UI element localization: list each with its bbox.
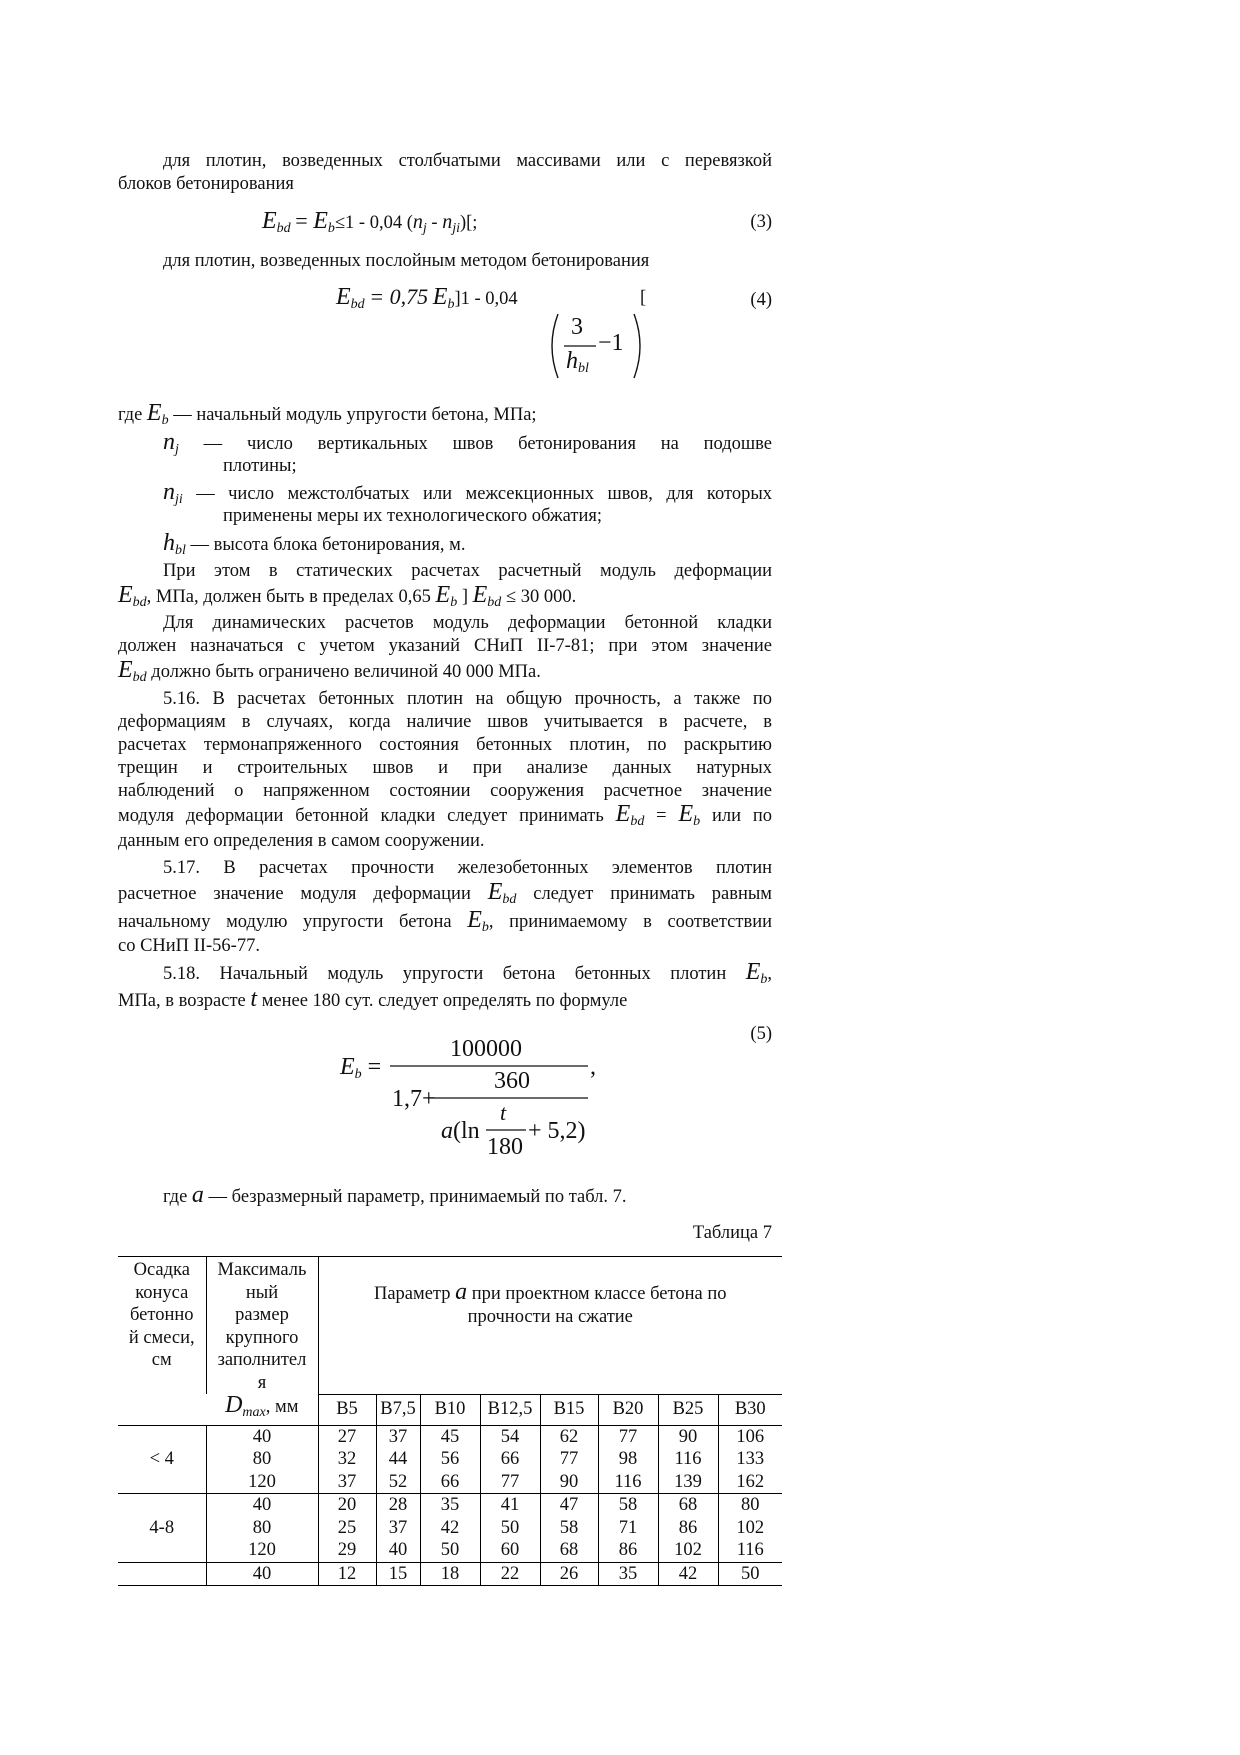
text-run: или по xyxy=(700,806,773,826)
eq-symbol: t xyxy=(250,986,258,1012)
class-cell: В20 xyxy=(598,1394,658,1425)
slump-cell: 4-8 xyxy=(149,1517,175,1538)
value-cell: 15 xyxy=(376,1562,420,1586)
paragraph-line: наблюдений о напряженном состоянии сооружения расчетное значение xyxy=(118,781,772,801)
value-cell: 41 50 60 xyxy=(480,1494,540,1563)
paragraph-line: 5.17. В расчетах прочности железобетонных элементов плотин xyxy=(163,858,772,878)
value-cell: 80 102 116 xyxy=(718,1494,782,1563)
eq-subscript: b xyxy=(447,297,455,312)
def-subscript: b xyxy=(161,413,169,428)
eq-symbol: n xyxy=(442,211,453,233)
value-cell: 22 xyxy=(480,1562,540,1586)
eq-subscript: ji xyxy=(452,221,460,236)
slump-cell xyxy=(118,1562,206,1586)
text-run: ≤ 30 000. xyxy=(501,587,577,607)
paragraph-line: $E_{bd}$, МПа, должен быть в пределах 0,65 $E_b$ ] $E_{bd} \le 30$ 000. xyxy=(118,582,577,610)
eq5-t: t xyxy=(500,1100,507,1125)
table-row xyxy=(118,1494,782,1563)
class-cell: В12,5 xyxy=(480,1394,540,1425)
def-symbol: E xyxy=(146,400,162,426)
value-cell: 35 xyxy=(598,1562,658,1586)
paragraph-line: должен назначаться с учетом указаний СНиП II-7-81; при этом значение xyxy=(118,636,772,656)
value-cell: 35 42 50 xyxy=(420,1494,480,1563)
equation-4 xyxy=(336,284,518,313)
table-header-row xyxy=(118,1257,782,1395)
def-subscript: bl xyxy=(175,543,186,558)
paragraph-line: начальному модулю упругости бетона $E_b$, принимаемому в соответствии xyxy=(118,907,772,935)
text-run: , xyxy=(767,964,772,984)
class-cell: В30 xyxy=(718,1394,782,1425)
eq-symbol: E xyxy=(432,284,448,310)
class-cell: В10 xyxy=(420,1394,480,1425)
eq5-den-left: 1,7+ xyxy=(392,1086,436,1112)
size-cell: 40 80 120 xyxy=(206,1494,318,1563)
text-run: модуля деформации бетонной кладки следует принимать xyxy=(118,806,616,826)
slump-cell: < 4 xyxy=(149,1449,174,1469)
def-symbol: h xyxy=(163,530,175,556)
value-cell: 54 66 77 xyxy=(480,1425,540,1494)
eq-symbol: E xyxy=(262,208,277,234)
paragraph-line: применены меры их технологического обжатия; xyxy=(223,506,603,526)
eq-symbol: h xyxy=(566,348,578,374)
value-cell: 28 37 40 xyxy=(376,1494,420,1563)
paragraph-line: $E_{bd}$ должно быть ограничено величиной 40 000 МПа. xyxy=(118,657,541,685)
value-cell: 42 xyxy=(658,1562,718,1586)
text-run: = xyxy=(644,806,679,826)
text-run: менее 180 сут. следует определять по формуле xyxy=(257,991,628,1011)
definition-eb xyxy=(118,402,772,432)
eq-subscript: bd xyxy=(276,221,291,236)
value-cell: 47 58 68 xyxy=(540,1494,598,1563)
value-cell: 62 77 90 xyxy=(540,1425,598,1494)
eq-subscript: bd xyxy=(350,297,365,312)
text-run: расчетное значение модуля деформации xyxy=(118,884,488,904)
value-cell: 68 86 102 xyxy=(658,1494,718,1563)
eq-symbol: n xyxy=(412,211,423,233)
table-class-row xyxy=(118,1394,782,1425)
paragraph-line: блоков бетонирования xyxy=(118,174,294,194)
def-symbol: n xyxy=(163,429,175,455)
paragraph-line: модуля деформации бетонной кладки следует принимать $E_{bd} = E_b$ или по xyxy=(118,801,773,829)
eq-text: ≤1 - 0,04 ( xyxy=(334,213,413,233)
text-run: следует принимать равным xyxy=(516,884,772,904)
value-cell: 50 xyxy=(718,1562,782,1586)
text-run: ] xyxy=(457,587,473,607)
definition-a xyxy=(118,1184,772,1209)
table-row xyxy=(118,1562,782,1586)
paragraph-line: данным его определения в самом сооружении. xyxy=(118,831,485,851)
eq-subscript: j xyxy=(422,221,427,236)
paragraph-line: трещин и строительных швов и при анализе данных натурных xyxy=(118,758,772,778)
paragraph-line: Для динамических расчетов модуль деформации бетонной кладки xyxy=(163,613,772,633)
paragraph-line: плотины; xyxy=(223,456,297,476)
paragraph-line: 5.18. Начальный модуль упругости бетона бетонных плотин $E_b$, xyxy=(163,959,772,987)
equation-number: (3) xyxy=(750,212,772,232)
def-symbol: a xyxy=(191,1182,204,1208)
eq-minus-one: −1 xyxy=(598,330,624,356)
paragraph-line: для плотин, возведенных столбчатыми массивами или с перевязкой xyxy=(163,151,772,171)
left-paren-shape xyxy=(552,314,558,378)
eq-frac-den xyxy=(566,348,589,377)
def-prefix: где xyxy=(163,1187,192,1207)
eq5-lhs: Eb = xyxy=(340,1054,382,1082)
definition-hbl xyxy=(163,532,772,562)
right-paren-shape xyxy=(634,314,640,378)
paragraph-line: расчетное значение модуля деформации $E_{bd}$ следует принимать равным xyxy=(118,879,772,907)
eq-text: ]1 - 0,04 xyxy=(454,289,518,309)
value-cell: 12 xyxy=(318,1562,376,1586)
paragraph-line: для плотин, возведенных послойным методом бетонирования xyxy=(163,251,650,271)
header-param: Параметр a при проектном классе бетона по прочности на сжатие xyxy=(318,1257,782,1395)
value-cell: 27 32 37 xyxy=(318,1425,376,1494)
value-cell: 37 44 52 xyxy=(376,1425,420,1494)
eq-subscript: bl xyxy=(578,361,589,376)
def-text: — высота блока бетонирования, м. xyxy=(185,535,466,555)
eq-symbol: E xyxy=(313,208,328,234)
def-text: — число вертикальных швов бетонирования на подошве xyxy=(178,434,772,454)
table-7 xyxy=(118,1256,782,1586)
paragraph-line: 5.16. В расчетах бетонных плотин на общую прочность, а также по xyxy=(163,689,772,709)
eq-text: - xyxy=(426,213,443,233)
table-row xyxy=(118,1425,782,1494)
eq5-tail: + 5,2) xyxy=(528,1118,586,1144)
value-cell: 106 133 162 xyxy=(718,1425,782,1494)
def-text: — безразмерный параметр, принимаемый по табл. 7. xyxy=(203,1187,627,1207)
eq5-180: 180 xyxy=(487,1134,523,1160)
eq-text: = 0,75 xyxy=(369,284,429,309)
size-cell: 40 xyxy=(206,1562,318,1586)
eq5-360: 360 xyxy=(494,1068,530,1094)
eq-frac-num: 3 xyxy=(571,314,583,340)
text-run: должно быть ограничено величиной 40 000 МПа. xyxy=(146,662,541,682)
equation-number: (4) xyxy=(750,290,772,310)
class-cell: В15 xyxy=(540,1394,598,1425)
equation-3: $E_{bd} = E_b\le 1 - 0,04$ $(n_j - n_{ji})$[; xyxy=(262,208,478,236)
eq-text: )[; xyxy=(459,213,478,233)
def-text: — число межстолбчатых или межсекционных швов, для которых xyxy=(182,484,772,504)
header-dmax: $D_{max}$, мм xyxy=(225,1392,299,1420)
size-cell: 40 80 120 xyxy=(206,1425,318,1494)
value-cell: 26 xyxy=(540,1562,598,1586)
text-run: , МПа, должен быть в пределах 0,65 xyxy=(146,587,436,607)
eq5-ln: a(ln xyxy=(441,1118,480,1144)
def-prefix: где xyxy=(118,405,143,425)
def-text: — начальный модуль упругости бетона, МПа; xyxy=(168,405,537,425)
equation-number: (5) xyxy=(750,1024,772,1044)
text-run: , принимаемому в соответствии xyxy=(488,912,772,932)
table-caption: Таблица 7 xyxy=(692,1223,772,1243)
paragraph-line: деформациям в случаях, когда наличие швов учитывается в расчете, в xyxy=(118,712,772,732)
value-cell: 45 56 66 xyxy=(420,1425,480,1494)
eq5-numerator: 100000 xyxy=(450,1036,522,1062)
paragraph-line: расчетах термонапряженного состояния бетонных плотин, по раскрытию xyxy=(118,735,772,755)
def-subscript: j xyxy=(175,442,179,457)
header-size: Максималь ный размер крупного заполнител я xyxy=(206,1257,318,1395)
eq5-fraction-bars xyxy=(388,1062,592,1144)
def-subscript: ji xyxy=(175,492,183,507)
eq-subscript: b xyxy=(327,221,335,236)
paragraph-line: При этом в статических расчетах расчетный модуль деформации xyxy=(163,561,772,581)
class-cell: В25 xyxy=(658,1394,718,1425)
header-slump: Осадка конуса бетонно й смеси, см xyxy=(128,1260,195,1370)
def-symbol: n xyxy=(163,479,175,505)
text-run: МПа, в возрасте xyxy=(118,991,251,1011)
eq-symbol: E xyxy=(336,284,351,310)
text-run: начальному модулю упругости бетона xyxy=(118,912,468,932)
eq-bracket: [ xyxy=(640,288,647,308)
paragraph-line xyxy=(118,988,772,1013)
paragraph-line: со СНиП II-56-77. xyxy=(118,936,260,956)
value-cell: 20 25 29 xyxy=(318,1494,376,1563)
value-cell: 77 98 116 xyxy=(598,1425,658,1494)
value-cell: 90 116 139 xyxy=(658,1425,718,1494)
value-cell: 18 xyxy=(420,1562,480,1586)
eq5-comma: , xyxy=(590,1054,596,1080)
value-cell: 58 71 86 xyxy=(598,1494,658,1563)
text-run: 5.18. Начальный модуль упругости бетона бетонных плотин xyxy=(163,964,746,984)
class-cell: В5 xyxy=(318,1394,376,1425)
class-cell: В7,5 xyxy=(376,1394,420,1425)
